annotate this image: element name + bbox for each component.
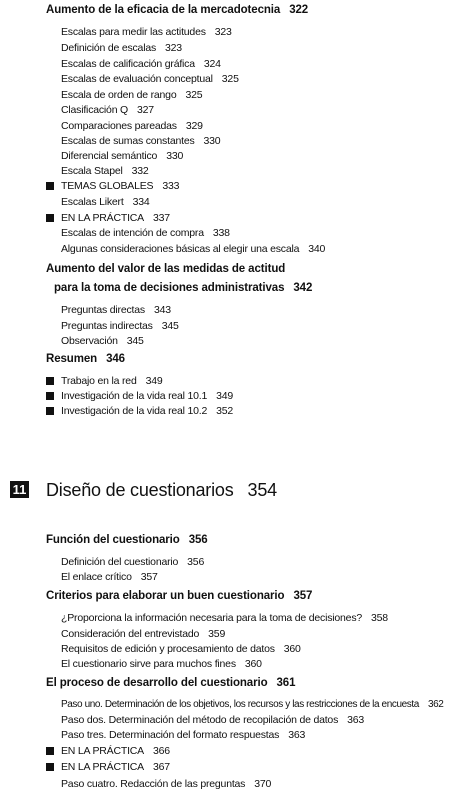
toc-heading: Aumento de la eficacia de la mercadotecnia 322 [46, 4, 309, 16]
bullet-square [46, 214, 54, 222]
toc-heading: Función del cuestionario 356 [46, 534, 208, 546]
toc-entry: Escalas Likert 334 [61, 196, 150, 208]
toc-entry: Escala de orden de rango 325 [61, 89, 203, 101]
toc-entry: Definición de escalas 323 [61, 42, 182, 54]
toc-entry: Escala Stapel 332 [61, 165, 149, 177]
toc-entry: Paso uno. Determinación de los objetivos, los recursos y las restricciones de la encuesta 362 [61, 699, 444, 710]
toc-entry: Escalas de sumas constantes 330 [61, 135, 221, 147]
toc-entry: Escalas de evaluación conceptual 325 [61, 73, 239, 85]
toc-entry: Consideración del entrevistado 359 [61, 628, 226, 640]
toc-entry: Paso cuatro. Redacción de las preguntas 370 [61, 778, 272, 790]
toc-entry-boxed: EN LA PRÁCTICA 366 [61, 745, 170, 757]
bullet-square [46, 407, 54, 415]
toc-heading: Resumen 346 [46, 353, 125, 365]
toc-entry: Diferencial semántico 330 [61, 150, 184, 162]
chapter-title: Diseño de cuestionarios 354 [46, 480, 277, 500]
bullet-square [46, 763, 54, 771]
toc-entry-boxed: EN LA PRÁCTICA 367 [61, 761, 170, 773]
toc-entry-boxed: EN LA PRÁCTICA 337 [61, 212, 170, 224]
toc-entry: Algunas consideraciones básicas al elegir una escala 340 [61, 243, 326, 255]
toc-entry: Paso dos. Determinación del método de recopilación de datos 363 [61, 714, 365, 726]
toc-entry: Escalas de calificación gráfica 324 [61, 58, 221, 70]
toc-entry: Preguntas indirectas 345 [61, 320, 179, 332]
bullet-square [46, 377, 54, 385]
toc-entry: Comparaciones pareadas 329 [61, 120, 203, 132]
toc-entry: Paso tres. Determinación del formato respuestas 363 [61, 729, 306, 741]
toc-entry: Investigación de la vida real 10.2 352 [61, 405, 234, 417]
toc-entry: El cuestionario sirve para muchos fines 360 [61, 658, 262, 670]
toc-heading: El proceso de desarrollo del cuestionario 361 [46, 677, 296, 689]
toc-entry: Clasificación Q 327 [61, 104, 154, 116]
toc-entry: Escalas para medir las actitudes 323 [61, 26, 232, 38]
toc-entry-boxed: TEMAS GLOBALES 333 [61, 180, 180, 192]
toc-entry: Trabajo en la red 349 [61, 375, 163, 387]
toc-entry: Definición del cuestionario 356 [61, 556, 205, 568]
toc-heading: Criterios para elaborar un buen cuestionario 357 [46, 590, 313, 602]
toc-heading: Aumento del valor de las medidas de actitud [46, 263, 286, 275]
bullet-square [46, 392, 54, 400]
toc-entry: ¿Proporciona la información necesaria para la toma de decisiones? 358 [61, 612, 388, 624]
toc-entry: Observación 345 [61, 335, 144, 347]
toc-entry: Escalas de intención de compra 338 [61, 227, 230, 239]
toc-entry: El enlace crítico 357 [61, 571, 158, 583]
toc-entry: Requisitos de edición y procesamiento de datos 360 [61, 643, 301, 655]
toc-heading-continued: para la toma de decisiones administrativas 342 [54, 282, 313, 294]
bullet-square [46, 182, 54, 190]
bullet-square [46, 747, 54, 755]
toc-entry: Preguntas directas 343 [61, 304, 171, 316]
toc-entry: Investigación de la vida real 10.1 349 [61, 390, 234, 402]
chapter-number-badge: 11 [10, 481, 29, 498]
